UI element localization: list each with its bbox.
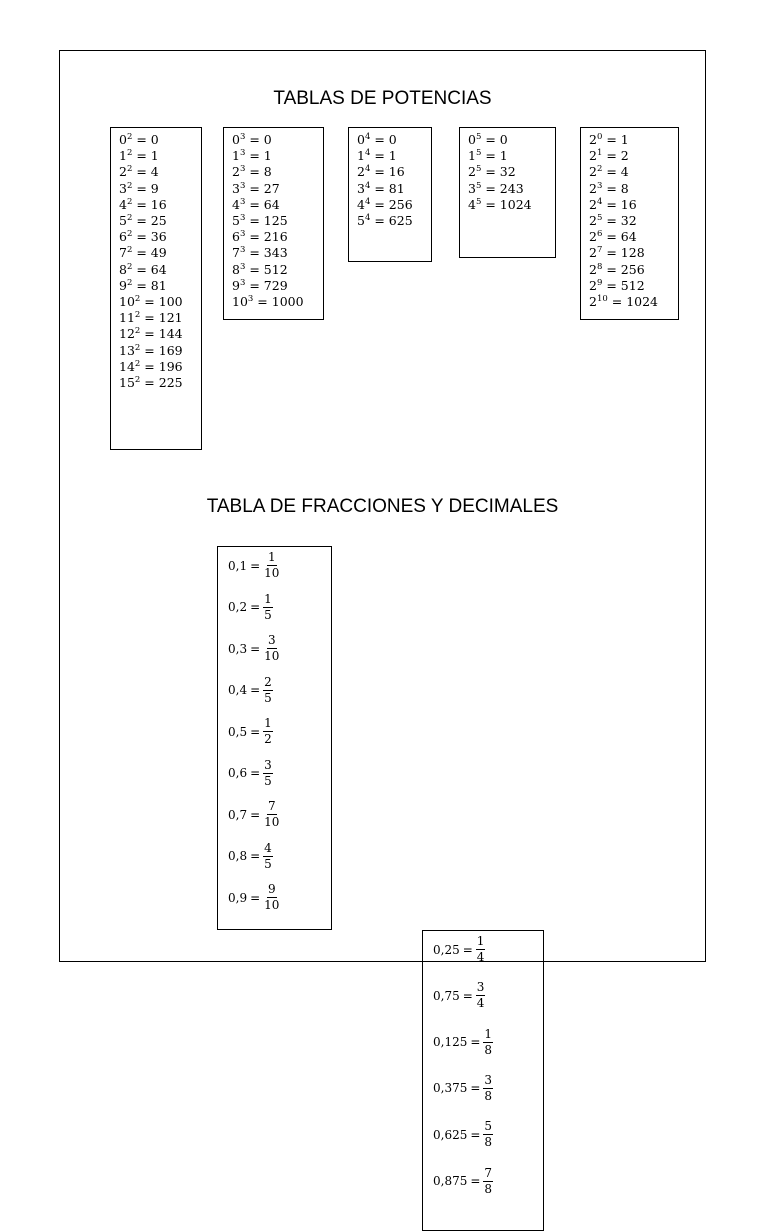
power-exponent: 5 bbox=[596, 213, 603, 224]
power-exponent: 2 bbox=[126, 261, 133, 272]
power-base: 4 bbox=[232, 196, 240, 212]
power-exponent: 6 bbox=[596, 229, 603, 240]
fraction-decimal: 0,75 bbox=[433, 988, 460, 1003]
power-row: $3^5 = 243$ bbox=[468, 180, 524, 196]
power-exponent: 3 bbox=[239, 261, 246, 272]
fraction-row: 0,8 = $\frac{4}{5}$ bbox=[228, 840, 272, 871]
power-base: 1 bbox=[119, 148, 127, 164]
fraction bbox=[263, 883, 280, 912]
fraction-row: 0,375 = $\frac{3}{8}$ bbox=[433, 1072, 493, 1103]
power-row: $13^2 = 169$ bbox=[119, 342, 183, 358]
power-value: 0 bbox=[150, 132, 159, 147]
fraction-numerator: 3 bbox=[267, 633, 276, 647]
power-value: 27 bbox=[263, 180, 280, 196]
power-row: $5^4 = 625$ bbox=[357, 213, 413, 229]
power-exponent: 2 bbox=[126, 148, 133, 159]
power-exponent: 3 bbox=[239, 229, 246, 240]
power-value: 1024 bbox=[626, 294, 659, 310]
power-exponent: 2 bbox=[126, 164, 133, 175]
power-exponent: 10 bbox=[596, 294, 608, 305]
power-row: $4^4 = 256$ bbox=[357, 196, 413, 212]
power-row: $2^5 = 32$ bbox=[589, 213, 637, 229]
power-value: 4 bbox=[150, 164, 159, 180]
fraction bbox=[483, 1167, 493, 1196]
power-exponent: 5 bbox=[475, 132, 482, 142]
power-exponent: 2 bbox=[126, 213, 133, 224]
power-base: 4 bbox=[119, 196, 127, 212]
fraction bbox=[263, 593, 273, 622]
power-row: $15^2 = 225$ bbox=[119, 375, 183, 391]
fraction-numerator: 3 bbox=[484, 1072, 493, 1087]
power-exponent: 2 bbox=[134, 294, 141, 305]
fraction-row: 0,3 = $\frac{3}{10}$ bbox=[228, 633, 280, 663]
fraction-denominator: 8 bbox=[484, 1181, 493, 1196]
power-exponent: 4 bbox=[596, 196, 603, 207]
power-base: 3 bbox=[357, 180, 365, 196]
power-row: $7^3 = 343$ bbox=[232, 245, 288, 261]
fraction-numerator: 3 bbox=[476, 980, 485, 995]
power-value: 125 bbox=[263, 213, 288, 229]
document-page bbox=[59, 50, 706, 1196]
power-row: $11^2 = 121$ bbox=[119, 310, 183, 326]
power-value: 256 bbox=[620, 261, 645, 277]
fraction bbox=[263, 759, 273, 788]
fraction-numerator: 5 bbox=[484, 1119, 493, 1134]
power-exponent: 4 bbox=[364, 148, 371, 159]
fraction-denominator: 5 bbox=[264, 607, 272, 622]
power-value: 216 bbox=[263, 229, 288, 245]
quarters-eighths-fractions-table bbox=[422, 930, 544, 1231]
power-row: $2^6 = 64$ bbox=[589, 229, 637, 245]
power-exponent: 2 bbox=[126, 229, 133, 240]
power-row: $14^2 = 196$ bbox=[119, 358, 183, 374]
fraction-decimal: 0,6 bbox=[228, 766, 248, 780]
fraction-decimal: 0,1 bbox=[228, 558, 248, 573]
power-row: $10^2 = 100$ bbox=[119, 294, 183, 310]
power-row: $3^3 = 27$ bbox=[232, 180, 280, 196]
power-exponent: 3 bbox=[239, 164, 246, 175]
power-exponent: 3 bbox=[239, 148, 246, 159]
power-row: $2^1 = 2$ bbox=[589, 148, 629, 164]
power-value: 81 bbox=[150, 277, 167, 293]
power-row: $12^2 = 144$ bbox=[119, 326, 183, 342]
power-base: 1 bbox=[357, 148, 365, 164]
power-value: 1024 bbox=[499, 196, 532, 212]
fraction-numerator: 1 bbox=[264, 591, 272, 606]
power-value: 0 bbox=[263, 132, 272, 147]
power-exponent: 1 bbox=[596, 148, 603, 159]
fraction-numerator: 1 bbox=[484, 1026, 493, 1041]
power-exponent: 5 bbox=[475, 180, 482, 191]
power-base: 2 bbox=[589, 277, 597, 293]
power-base: 2 bbox=[589, 229, 597, 245]
powers-of-two-table bbox=[580, 127, 679, 320]
power-value: 81 bbox=[388, 180, 405, 196]
power-row: $2^0 = 1$ bbox=[589, 132, 629, 147]
power-row: $2^7 = 128$ bbox=[589, 245, 645, 261]
power-row: $2^2 = 4$ bbox=[589, 164, 629, 180]
power-value: 1 bbox=[263, 148, 272, 164]
power-value: 36 bbox=[150, 229, 167, 245]
power-row: $3^2 = 9$ bbox=[119, 180, 159, 196]
fifth-powers-table bbox=[459, 127, 556, 258]
fraction-numerator: 9 bbox=[267, 882, 276, 896]
power-value: 16 bbox=[388, 164, 405, 180]
power-value: 8 bbox=[263, 164, 272, 180]
power-exponent: 2 bbox=[134, 358, 141, 369]
power-base: 2 bbox=[589, 245, 597, 261]
power-base: 0 bbox=[468, 132, 476, 147]
power-base: 4 bbox=[357, 196, 365, 212]
power-base: 6 bbox=[119, 229, 127, 245]
power-row: $4^3 = 64$ bbox=[232, 196, 280, 212]
fraction-denominator: 4 bbox=[476, 950, 485, 964]
power-row: $6^2 = 36$ bbox=[119, 229, 167, 245]
power-value: 729 bbox=[263, 277, 288, 293]
power-value: 625 bbox=[388, 213, 413, 229]
fraction-decimal: 0,5 bbox=[228, 724, 248, 739]
fraction-row: 0,9 = $\frac{9}{10}$ bbox=[228, 882, 280, 912]
fraction-row: 0,125 = $\frac{1}{8}$ bbox=[433, 1026, 493, 1057]
power-base: 2 bbox=[357, 164, 365, 180]
fraction-row: 0,625 = $\frac{5}{8}$ bbox=[433, 1119, 493, 1150]
power-exponent: 7 bbox=[596, 245, 603, 256]
power-base: 11 bbox=[119, 310, 135, 326]
fraction-decimal: 0,4 bbox=[228, 683, 248, 697]
power-base: 5 bbox=[119, 213, 127, 229]
power-base: 5 bbox=[232, 213, 240, 229]
power-row: $3^4 = 81$ bbox=[357, 180, 405, 196]
fraction bbox=[263, 634, 280, 663]
fraction-denominator: 10 bbox=[264, 649, 280, 663]
power-row: $0^5 = 0$ bbox=[468, 132, 508, 147]
power-row: $0^2 = 0$ bbox=[119, 132, 159, 147]
fraction-row: 0,4 = $\frac{2}{5}$ bbox=[228, 674, 272, 705]
power-value: 0 bbox=[499, 132, 508, 147]
squares-table bbox=[110, 127, 202, 450]
power-base: 12 bbox=[119, 326, 135, 342]
power-exponent: 2 bbox=[134, 326, 141, 337]
fraction-row: 0,2 = $\frac{1}{5}$ bbox=[228, 591, 272, 622]
power-base: 3 bbox=[119, 180, 127, 196]
fraction-numerator: 7 bbox=[267, 799, 276, 813]
power-exponent: 3 bbox=[239, 245, 246, 256]
fractions-title: TABLA DE FRACCIONES Y DECIMALES bbox=[206, 496, 559, 517]
power-value: 32 bbox=[620, 213, 637, 229]
power-base: 4 bbox=[468, 196, 476, 212]
fraction bbox=[476, 935, 486, 964]
power-row: $0^4 = 0$ bbox=[357, 132, 397, 147]
fraction bbox=[263, 717, 273, 746]
power-value: 1 bbox=[388, 148, 397, 164]
power-exponent: 9 bbox=[596, 277, 603, 288]
power-base: 1 bbox=[232, 148, 240, 164]
power-row: $2^8 = 256$ bbox=[589, 261, 645, 277]
power-exponent: 3 bbox=[239, 277, 246, 288]
power-value: 128 bbox=[620, 245, 645, 261]
power-value: 2 bbox=[620, 148, 629, 164]
power-exponent: 0 bbox=[596, 132, 603, 142]
power-value: 196 bbox=[158, 358, 183, 374]
power-row: $4^5 = 1024$ bbox=[468, 196, 532, 212]
fraction bbox=[263, 842, 273, 871]
fraction-row: 0,25 = $\frac{1}{4}$ bbox=[433, 934, 485, 964]
power-base: 8 bbox=[232, 261, 240, 277]
fraction-denominator: 10 bbox=[264, 566, 280, 580]
power-row: $8^3 = 512$ bbox=[232, 261, 288, 277]
power-base: 7 bbox=[232, 245, 240, 261]
fraction-denominator: 10 bbox=[264, 815, 280, 829]
power-value: 32 bbox=[499, 164, 516, 180]
power-base: 0 bbox=[232, 132, 240, 147]
power-value: 64 bbox=[620, 229, 637, 245]
power-value: 343 bbox=[263, 245, 288, 261]
fraction-row: 0,7 = $\frac{7}{10}$ bbox=[228, 799, 280, 829]
power-exponent: 2 bbox=[126, 277, 133, 288]
power-base: 6 bbox=[232, 229, 240, 245]
power-exponent: 2 bbox=[126, 180, 133, 191]
power-value: 121 bbox=[158, 310, 183, 326]
power-row: $9^3 = 729$ bbox=[232, 277, 288, 293]
power-exponent: 2 bbox=[126, 245, 133, 256]
power-exponent: 2 bbox=[126, 132, 133, 142]
fraction bbox=[483, 1028, 493, 1057]
power-base: 2 bbox=[589, 132, 597, 147]
power-row: $10^3 = 1000$ bbox=[232, 294, 304, 310]
power-row: $2^3 = 8$ bbox=[232, 164, 272, 180]
fraction-denominator: 2 bbox=[264, 732, 272, 746]
powers-title: TABLAS DE POTENCIAS bbox=[273, 88, 492, 109]
power-value: 144 bbox=[158, 326, 183, 342]
power-exponent: 2 bbox=[126, 196, 133, 207]
power-row: $2^3 = 8$ bbox=[589, 180, 629, 196]
power-base: 0 bbox=[357, 132, 365, 147]
fraction-decimal: 0,8 bbox=[228, 849, 248, 863]
fraction-denominator: 8 bbox=[484, 1042, 493, 1057]
fraction bbox=[476, 981, 486, 1010]
fraction bbox=[263, 800, 280, 829]
power-exponent: 3 bbox=[596, 180, 603, 191]
power-base: 0 bbox=[119, 132, 127, 147]
power-value: 4 bbox=[620, 164, 629, 180]
fraction bbox=[263, 676, 273, 705]
power-base: 15 bbox=[119, 375, 135, 391]
power-value: 1 bbox=[499, 148, 508, 164]
power-base: 10 bbox=[119, 294, 135, 310]
power-base: 2 bbox=[589, 164, 597, 180]
fraction-decimal: 0,25 bbox=[433, 942, 460, 957]
power-exponent: 3 bbox=[239, 196, 246, 207]
power-exponent: 3 bbox=[239, 180, 246, 191]
power-value: 16 bbox=[620, 196, 637, 212]
power-base: 14 bbox=[119, 358, 135, 374]
power-base: 1 bbox=[468, 148, 476, 164]
power-row: $2^4 = 16$ bbox=[357, 164, 405, 180]
power-base: 2 bbox=[589, 213, 597, 229]
power-exponent: 5 bbox=[475, 164, 482, 175]
power-row: $2^5 = 32$ bbox=[468, 164, 516, 180]
fraction-decimal: 0,3 bbox=[228, 641, 248, 656]
power-value: 169 bbox=[158, 342, 183, 358]
power-exponent: 4 bbox=[364, 213, 371, 224]
fraction-numerator: 3 bbox=[264, 757, 272, 772]
fraction bbox=[483, 1120, 493, 1149]
power-exponent: 5 bbox=[475, 148, 482, 159]
fraction-decimal: 0,9 bbox=[228, 890, 248, 905]
cubes-table bbox=[223, 127, 324, 320]
fraction-decimal: 0,7 bbox=[228, 807, 248, 822]
power-row: $8^2 = 64$ bbox=[119, 261, 167, 277]
power-row: $5^2 = 25$ bbox=[119, 213, 167, 229]
power-value: 512 bbox=[620, 277, 645, 293]
power-value: 1 bbox=[150, 148, 159, 164]
power-base: 2 bbox=[468, 164, 476, 180]
fraction bbox=[483, 1074, 493, 1103]
power-value: 512 bbox=[263, 261, 288, 277]
power-row: $4^2 = 16$ bbox=[119, 196, 167, 212]
power-exponent: 4 bbox=[364, 132, 371, 142]
power-exponent: 5 bbox=[475, 196, 482, 207]
power-value: 16 bbox=[150, 196, 167, 212]
power-exponent: 3 bbox=[239, 213, 246, 224]
fraction-numerator: 2 bbox=[264, 674, 272, 689]
power-exponent: 8 bbox=[596, 261, 603, 272]
power-exponent: 4 bbox=[364, 180, 371, 191]
power-value: 1000 bbox=[271, 294, 304, 310]
power-base: 3 bbox=[232, 180, 240, 196]
power-value: 225 bbox=[158, 375, 183, 391]
fourth-powers-table bbox=[348, 127, 432, 262]
power-row: $1^3 = 1$ bbox=[232, 148, 272, 164]
power-base: 2 bbox=[589, 261, 597, 277]
power-base: 10 bbox=[232, 294, 248, 310]
fraction-denominator: 5 bbox=[264, 773, 272, 788]
power-base: 7 bbox=[119, 245, 127, 261]
power-exponent: 3 bbox=[247, 294, 254, 305]
power-row: $1^2 = 1$ bbox=[119, 148, 159, 164]
power-exponent: 2 bbox=[134, 310, 141, 321]
fraction-decimal: 0,625 bbox=[433, 1127, 468, 1142]
power-row: $2^{10} = 1024$ bbox=[589, 294, 659, 310]
power-exponent: 2 bbox=[134, 375, 141, 386]
power-row: $2^9 = 512$ bbox=[589, 277, 645, 293]
power-value: 64 bbox=[150, 261, 167, 277]
fraction-numerator: 7 bbox=[484, 1165, 493, 1180]
power-value: 0 bbox=[388, 132, 397, 147]
power-exponent: 2 bbox=[596, 164, 603, 175]
power-exponent: 4 bbox=[364, 164, 371, 175]
power-base: 8 bbox=[119, 261, 127, 277]
power-value: 8 bbox=[620, 180, 629, 196]
power-value: 100 bbox=[158, 294, 183, 310]
fraction-numerator: 1 bbox=[267, 550, 276, 564]
fraction-decimal: 0,125 bbox=[433, 1035, 468, 1050]
fraction-denominator: 5 bbox=[264, 856, 272, 871]
power-base: 13 bbox=[119, 342, 135, 358]
fraction-row: 0,5 = $\frac{1}{2}$ bbox=[228, 716, 272, 746]
power-base: 9 bbox=[232, 277, 240, 293]
power-base: 2 bbox=[589, 148, 597, 164]
power-exponent: 3 bbox=[239, 132, 246, 142]
power-value: 256 bbox=[388, 196, 413, 212]
fraction-numerator: 4 bbox=[264, 840, 272, 855]
fraction-denominator: 8 bbox=[484, 1088, 493, 1103]
power-row: $6^3 = 216$ bbox=[232, 229, 288, 245]
fraction-denominator: 4 bbox=[476, 996, 485, 1011]
power-value: 49 bbox=[150, 245, 167, 261]
fraction-numerator: 1 bbox=[264, 716, 272, 730]
fraction-row: 0,75 = $\frac{3}{4}$ bbox=[433, 980, 485, 1011]
power-value: 9 bbox=[150, 180, 159, 196]
power-row: $2^2 = 4$ bbox=[119, 164, 159, 180]
fraction-row: 0,6 = $\frac{3}{5}$ bbox=[228, 757, 272, 788]
power-row: $0^3 = 0$ bbox=[232, 132, 272, 147]
fraction-row: 0,1 = $\frac{1}{10}$ bbox=[228, 550, 280, 580]
power-row: $9^2 = 81$ bbox=[119, 277, 167, 293]
fraction-row: 0,875 = $\frac{7}{8}$ bbox=[433, 1165, 493, 1196]
power-base: 2 bbox=[589, 196, 597, 212]
fraction-denominator: 5 bbox=[264, 690, 272, 705]
power-base: 3 bbox=[468, 180, 476, 196]
power-base: 2 bbox=[589, 180, 597, 196]
fraction bbox=[263, 551, 280, 580]
fraction-decimal: 0,875 bbox=[433, 1174, 468, 1188]
power-base: 2 bbox=[589, 294, 597, 310]
fraction-numerator: 1 bbox=[476, 934, 485, 948]
tenths-fractions-table bbox=[217, 546, 332, 930]
power-base: 2 bbox=[119, 164, 127, 180]
power-row: $5^3 = 125$ bbox=[232, 213, 288, 229]
fraction-denominator: 8 bbox=[484, 1135, 493, 1150]
power-row: $2^4 = 16$ bbox=[589, 196, 637, 212]
power-base: 9 bbox=[119, 277, 127, 293]
power-row: $7^2 = 49$ bbox=[119, 245, 167, 261]
power-exponent: 2 bbox=[134, 342, 141, 353]
fraction-decimal: 0,375 bbox=[433, 1081, 468, 1096]
power-value: 64 bbox=[263, 196, 280, 212]
power-base: 2 bbox=[232, 164, 240, 180]
power-value: 1 bbox=[620, 132, 629, 147]
power-exponent: 4 bbox=[364, 196, 371, 207]
power-row: $1^5 = 1$ bbox=[468, 148, 508, 164]
power-value: 25 bbox=[150, 213, 167, 229]
power-base: 5 bbox=[357, 213, 365, 229]
power-row: $1^4 = 1$ bbox=[357, 148, 397, 164]
fraction-denominator: 10 bbox=[264, 898, 280, 912]
power-value: 243 bbox=[499, 180, 524, 196]
fraction-decimal: 0,2 bbox=[228, 600, 248, 614]
